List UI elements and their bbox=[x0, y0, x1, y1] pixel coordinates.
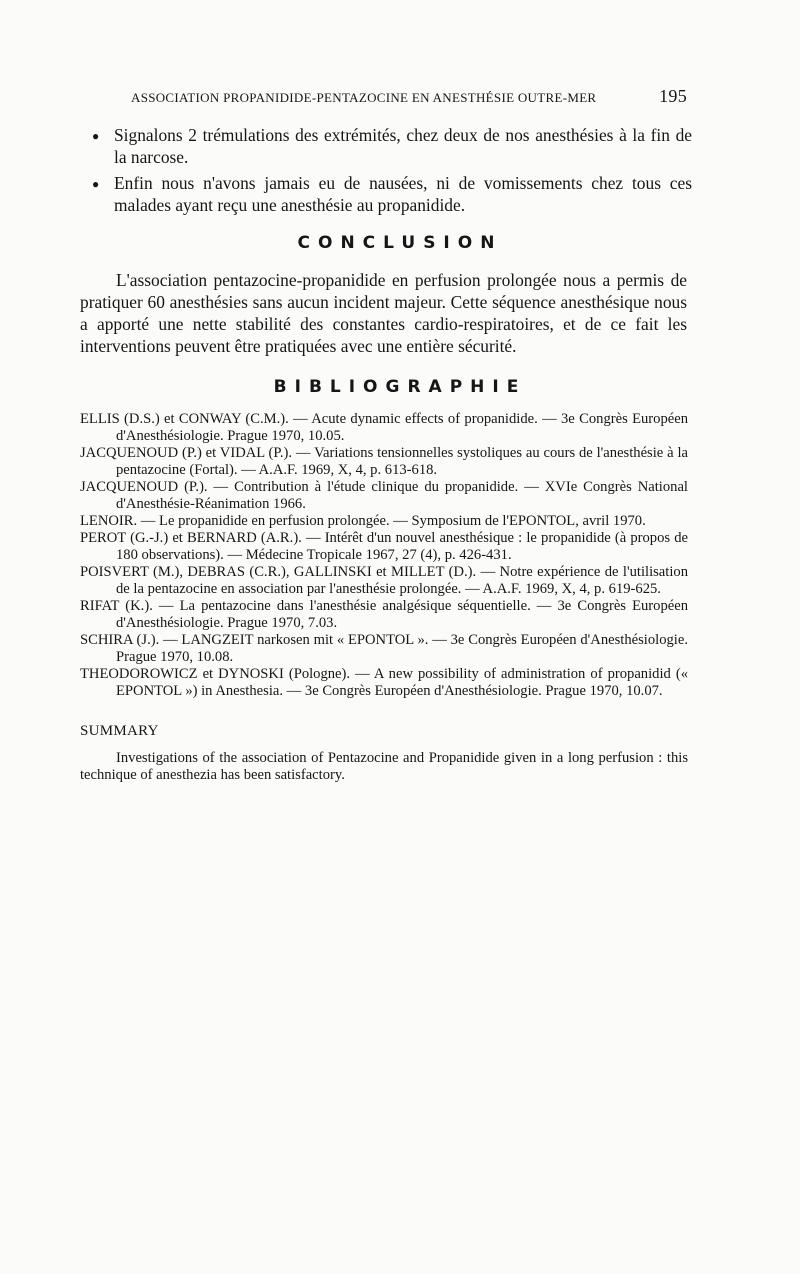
running-title: ASSOCIATION PROPANIDIDE-PENTAZOCINE EN ANESTHÉSIE OUTRE-MER bbox=[131, 90, 597, 105]
reference-list bbox=[80, 411, 688, 700]
reference-item: JACQUENOUD (P.). — Contribution à l'étude clinique du propanidide. — XVIe Congrès National d'Anesthésie-Réanimation 1966. bbox=[80, 479, 688, 512]
reference-item: JACQUENOUD (P.) et VIDAL (P.). — Variations tensionnelles systoliques au cours de l'anesthésie à la pentazocine (Fortal). — A.A.F. 1969, X, 4, p. 613-618. bbox=[80, 445, 688, 478]
summary-paragraph: Investigations of the association of Pentazocine and Propanidide given in a long perfusion : this technique of anesthezia has been satisfactory. bbox=[80, 750, 688, 783]
bullet-item: ● Enfin nous n'avons jamais eu de nausées, ni de vomissements chez tous ces malades ayant reçu une anesthésie au propanidide. bbox=[92, 172, 692, 216]
reference-item: LENOIR. — Le propanidide en perfusion prolongée. — Symposium de l'EPONTOL, avril 1970. bbox=[80, 513, 646, 529]
running-header bbox=[131, 86, 687, 107]
reference-item: ELLIS (D.S.) et CONWAY (C.M.). — Acute dynamic effects of propanidide. — 3e Congrès Européen d'Anesthésiologie. Prague 1970, 10.05. bbox=[80, 411, 688, 444]
conclusion-heading: CONCLUSION bbox=[297, 233, 503, 253]
bibliography-heading: BIBLIOGRAPHIE bbox=[273, 377, 527, 397]
page-number: 195 bbox=[659, 86, 687, 106]
reference-item: THEODOROWICZ et DYNOSKI (Pologne). — A new possibility of administration of propanidid (« EPONTOL ») in Anesthesia. — 3e Congrès Européen d'Anesthésiologie. Prague 1970, 10.07. bbox=[80, 666, 688, 699]
bullet-list bbox=[92, 124, 692, 220]
reference-item: SCHIRA (J.). — LANGZEIT narkosen mit « EPONTOL ». — 3e Congrès Européen d'Anesthésiologie. Prague 1970, 10.08. bbox=[80, 632, 688, 665]
reference-item: RIFAT (K.). — La pentazocine dans l'anesthésie analgésique séquentielle. — 3e Congrès Européen d'Anesthésiologie. Prague 1970, 7.03. bbox=[80, 598, 688, 631]
bullet-item: ● Signalons 2 trémulations des extrémités, chez deux de nos anesthésies à la fin de la narcose. bbox=[92, 124, 692, 168]
summary-heading: SUMMARY bbox=[80, 723, 159, 739]
reference-item: PEROT (G.-J.) et BERNARD (A.R.). — Intérêt d'un nouvel anesthésique : le propanidide (à propos de 180 observations). — Médecine Tropicale 1967, 27 (4), p. 426-431. bbox=[80, 530, 688, 563]
conclusion-paragraph: L'association pentazocine-propanidide en perfusion prolongée nous a permis de pratiquer 60 anesthésies sans aucun incident majeur. Cette séquence anesthésique nous a apporté une nette stabilité des constantes cardio-respiratoires, et de ce fait les interventions peuvent être pratiquées avec une entière sécurité. bbox=[80, 270, 687, 356]
reference-item: POISVERT (M.), DEBRAS (C.R.), GALLINSKI et MILLET (D.). — Notre expérience de l'utilisation de la pentazocine en association par l'anesthésie prolongée. — A.A.F. 1969, X, 4, p. 619-625. bbox=[80, 564, 688, 597]
